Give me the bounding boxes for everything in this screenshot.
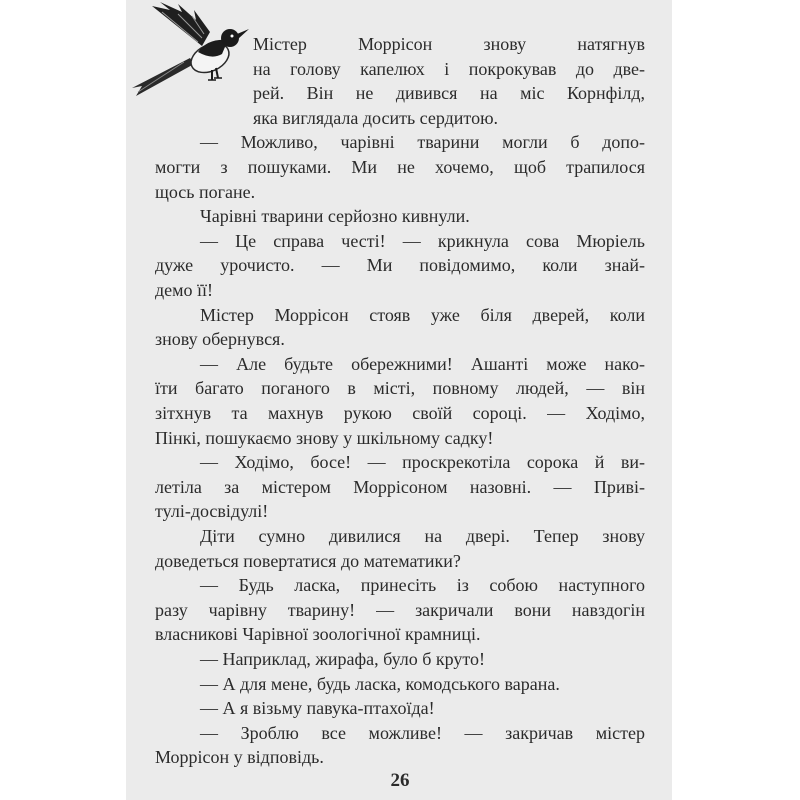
text-line: Діти сумно дивилися на двері. Тепер знову — [200, 526, 645, 546]
text-line: Чарівні тварини серйозно кивнули. — [200, 206, 470, 227]
text-line: власникові Чарівної зоологічної крамниці. — [155, 624, 481, 645]
magpie-illustration — [132, 2, 250, 98]
text-line: Містер Моррісон знову натягнув — [253, 34, 645, 54]
text-line: разу чарівну тварину! — закричали вони навздогін — [155, 599, 645, 620]
text-line: — А для мене, будь ласка, комодського варана. — [200, 673, 560, 694]
text-line: — Це справа честі! — крикнула сова Мюріель — [200, 230, 645, 251]
text-line: яка виглядала досить сердитою. — [253, 107, 499, 128]
text-line: на голову капелюх і покрокував до две- — [253, 58, 645, 79]
text-line: доведеться повертатися до математики? — [155, 550, 461, 571]
text-line: летіла за містером Моррісоном назовні. — Приві- — [155, 476, 645, 497]
text-line: — Можливо, чарівні тварини могли б допо- — [200, 132, 645, 153]
text-line: Моррісон у відповідь. — [155, 747, 324, 768]
text-line: — Ходімо, босе! — проскрекотіла сорока й ви- — [200, 452, 645, 473]
text-line: демо її! — [155, 280, 214, 300]
text-line: — Зроблю все можливе! — закричав містер — [200, 722, 645, 743]
text-line: — Але будьте обережними! Ашанті може нако- — [200, 353, 645, 374]
page-number: 26 — [390, 770, 410, 791]
text-line: рей. Він не дивився на міс Корнфілд, — [253, 83, 645, 104]
text-line: тулі-досвідулі! — [155, 501, 269, 522]
text-line: зітхнув та махнув рукою своїй сороці. — Ходімо, — [155, 403, 645, 423]
text-line: дуже урочисто. — Ми повідомимо, коли знай- — [155, 255, 645, 276]
text-line: — Наприклад, жирафа, було б круто! — [200, 649, 486, 669]
text-line: їти багато поганого в місті, повному людей, — він — [155, 378, 645, 399]
text-line: — А я візьму павука-птахоїда! — [200, 698, 435, 719]
text-line: Містер Моррісон стояв уже біля дверей, коли — [200, 304, 645, 325]
text-line: щось погане. — [155, 181, 256, 202]
text-line: Пінкі, пошукаємо знову у шкільному садку! — [155, 427, 494, 448]
text-line: могти з пошуками. Ми не хочемо, щоб трапилося — [155, 157, 645, 177]
text-line: знову обернувся. — [155, 329, 285, 350]
text-line: — Будь ласка, принесіть із собою наступного — [200, 575, 645, 596]
